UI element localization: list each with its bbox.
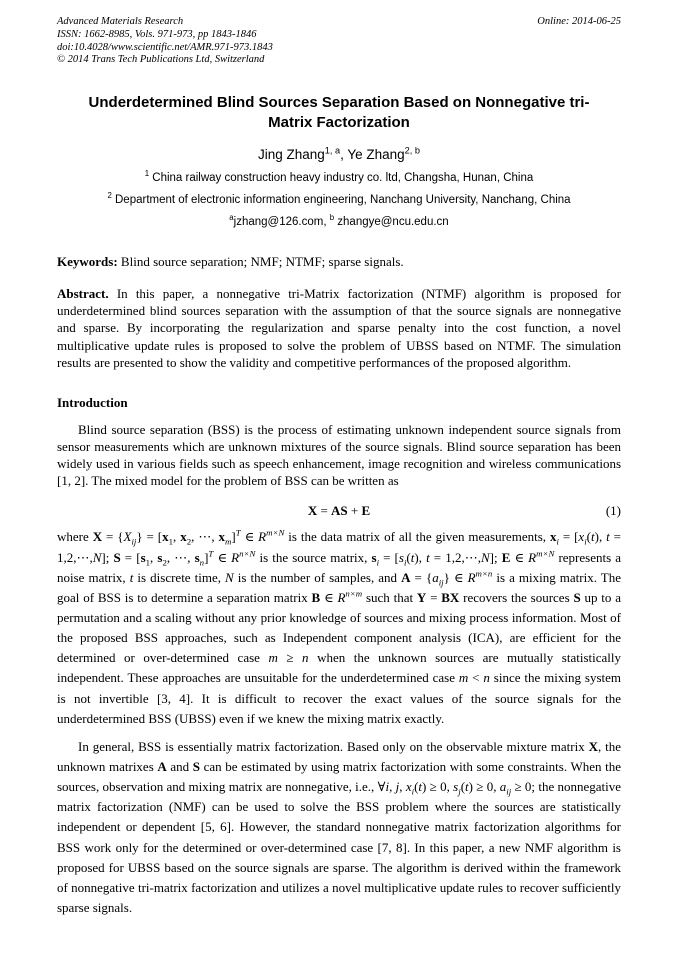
authors-line: Jing Zhang$^{1, a}$, Ye Zhang$^{2, b}$ <box>258 145 420 163</box>
equation-1 <box>57 503 621 519</box>
affiliation-1: $^1$ China railway construction heavy industry co. ltd, Changsha, Hunan, China <box>144 169 534 185</box>
journal-name: Advanced Materials Research <box>57 16 184 27</box>
introduction-heading: Introduction <box>57 394 128 410</box>
online-date: Online: 2014-06-25 <box>537 16 621 27</box>
intro-paragraph-1: Blind source separation (BSS) is the process of estimating unknown independent source signals from sensor measurements which are unknown mixtures of the source signals. Blind source separation has been widely used in various fields such as speech enhancement, image recognition and wireless communications [1, 2]. The mixed model for the problem of BSS can be written as <box>57 421 621 489</box>
emails-line: $^a$jzhang@126.com, $^b$ zhangye@ncu.edu.cn <box>229 213 449 229</box>
affiliation-2: $^2$ Department of electronic information engineering, Nanchang University, Nanchang, China <box>107 191 571 207</box>
issn-line: ISSN: 1662-8985, Vols. 971-973, pp 1843-1846 <box>57 28 257 40</box>
equation-body: X = AS + E <box>307 503 371 519</box>
intro-paragraph-2: where $X = \{X_{ij}\} = [x_1$, $x_2$, ⋯, $x_m]^T$ ∈ $R^{m\times N}$ is the data matrix of all the given measurements, $x_i = [x_i(t)$, t = 1,2,⋯,N]; $S = [s_1$, $s_2$, ⋯, $s_n]^T$ ∈ $R^{n\times N}$ is the source matrix, $s_i = [s_i(t)$, t = 1,2,⋯,N]; E ∈ $R^{m\times N}$ represents a noise matrix, t is discrete time, N is the number of samples, and $A = \{a_{ij}\}$ ∈ $R^{m\times n}$ is a mixing matrix. The goal of BSS is to determine a separation matrix B ∈ $R^{n\times m}$ such that Y = BX recovers the sources S up to a permutation and a scaling without any prior knowledge of sources and mixing process information. Most of the proposed BSS approaches, such as Independent component analysis (ICA), are efficient for the determined or over-determined case m ≥ n when the unknown sources are mutually statistically independent. These approaches are unsuitable for the underdetermined case m < n since the mixing system is not invertible [3, 4]. It is difficult to recover the exact values of the source signals for the underdetermined BSS (UBSS) even if we knew the mixing matrix exactly. <box>57 528 622 726</box>
keywords-line: Keywords: Blind source separation; NMF; NTMF; sparse signals. <box>57 254 404 270</box>
copyright-line: © 2014 Trans Tech Publications Ltd, Switzerland <box>57 54 265 66</box>
paper-title: Underdetermined Blind Sources Separation Based on Nonnegative tri-Matrix Factorization <box>88 94 590 131</box>
page-header <box>57 16 621 67</box>
intro-paragraph-3: In general, BSS is essentially matrix factorization. Based only on the observable mixture matrix X, the unknown matrixes A and S can be estimated by using matrix factorization with some constraints. When the sources, observation and mixing matrix are nonnegative, i.e., ∀i, j, $x_i(t) \ge 0$, $s_j(t) \ge 0$, $a_{ij} \ge 0$; the nonnegative matrix factorization (NMF) can be used to solve the BSS problem where the sources are statistically independent or dependent [5, 6]. However, the standard nonnegative matrix factorization algorithms for BSS work only for the determined or over-determined case [7, 8]. In this paper, a new NMF algorithm is proposed for UBSS based on the source signals are sparse. The algorithm is derived within the framework of nonnegative tri-matrix factorization and utilizes a novel multiplicative update rules to recover sufficiently sparse signals. <box>57 738 622 916</box>
abstract-paragraph: Abstract. In this paper, a nonnegative tri-Matrix factorization (NTMF) algorithm is proposed for underdetermined blind sources separation with the assumption of that the source signals are nonnegative and sparse. By incorporating the regularization and sparse penalty into the cost function, a novel multiplicative update rules is proposed to solve the problem of UBSS based on NTMF. The simulation results are presented to show the validity and competitive performances of the proposed algorithm. <box>57 286 621 370</box>
equation-number: (1) <box>605 503 621 519</box>
publication-info <box>57 16 273 67</box>
doi-line: doi:10.4028/www.scientific.net/AMR.971-973.1843 <box>57 41 273 53</box>
